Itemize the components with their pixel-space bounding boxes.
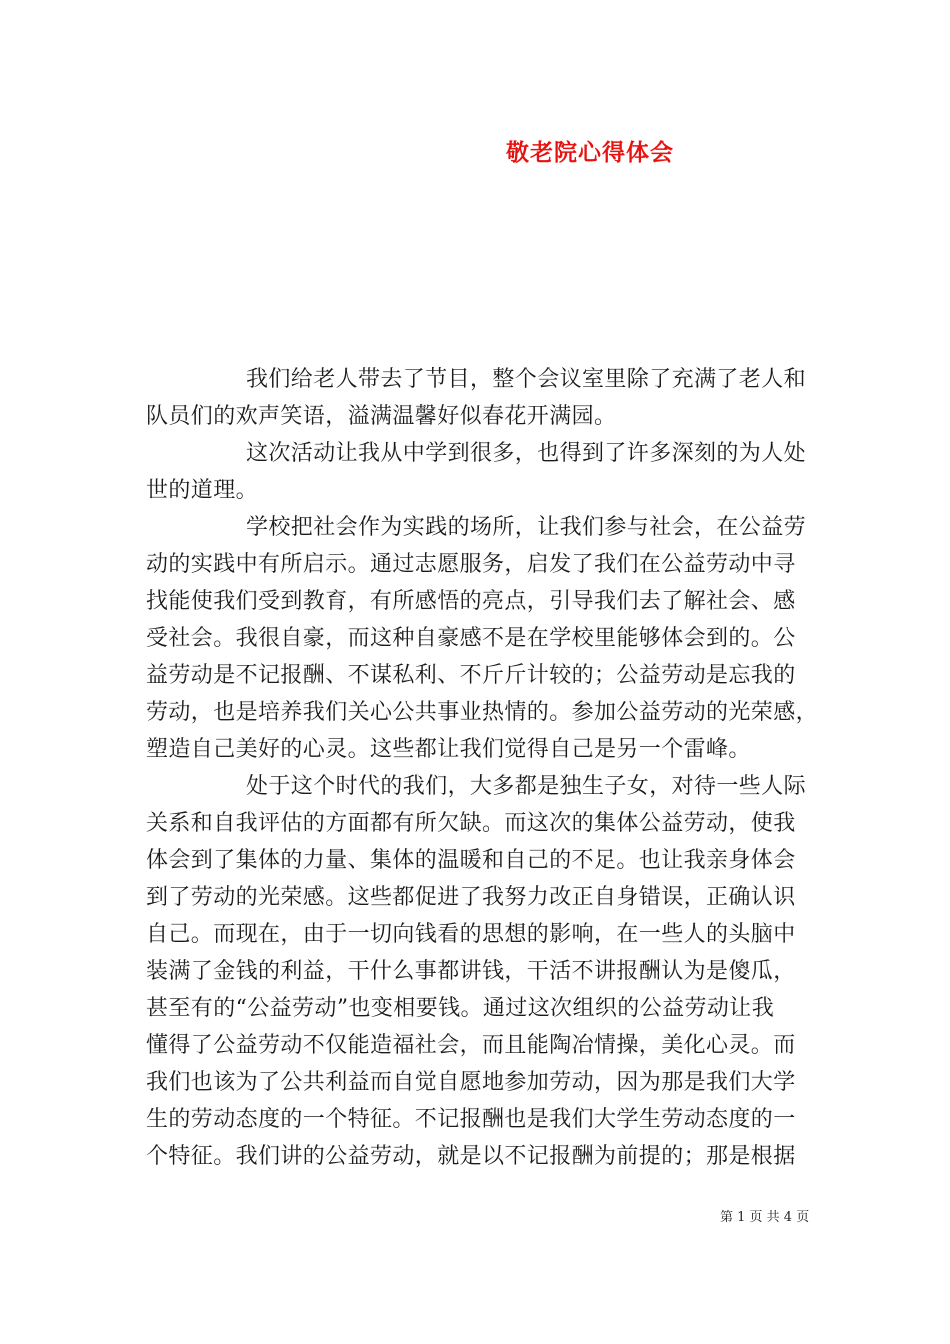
paragraph-first-line: 学校把社会作为实践的场所，让我们参与社会，在公益劳 [246,515,807,540]
paragraph-line: 动的实践中有所启示。通过志愿服务，启发了我们在公益劳动中寻 [146,552,796,577]
paragraph-first-line: 我们给老人带去了节目，整个会议室里除了充满了老人和 [246,367,807,392]
page-number-footer: 第 1 页 共 4 页 [720,1210,810,1225]
paragraph-line: 劳动，也是培养我们关心公共事业热情的。参加公益劳动的光荣感， [146,700,819,725]
paragraph-line: 我们也该为了公共利益而自觉自愿地参加劳动，因为那是我们大学 [146,1070,796,1095]
paragraph-line: 懂得了公益劳动不仅能造福社会，而且能陶冶情操，美化心灵。而 [146,1033,796,1058]
paragraph-line: 个特征。我们讲的公益劳动，就是以不记报酬为前提的；那是根据 [146,1144,796,1169]
paragraph-line: 装满了金钱的利益，干什么事都讲钱，干活不讲报酬认为是傻瓜， [146,959,796,984]
paragraph-line: 队员们的欢声笑语，溢满温馨好似春花开满园。 [146,404,617,429]
paragraph-line: 受社会。我很自豪，而这种自豪感不是在学校里能够体会到的。公 [146,626,796,651]
paragraph-line: 体会到了集体的力量、集体的温暖和自己的不足。也让我亲身体会 [146,848,796,873]
paragraph-line: 塑造自己美好的心灵。这些都让我们觉得自己是另一个雷峰。 [146,737,751,762]
paragraph-line: 找能使我们受到教育，有所感悟的亮点，引导我们去了解社会、感 [146,589,796,614]
paragraph-first-line: 这次活动让我从中学到很多，也得到了许多深刻的为人处 [246,441,807,466]
paragraph-line: 到了劳动的光荣感。这些都促进了我努力改正自身错误，正确认识 [146,885,796,910]
paragraph-line: 生的劳动态度的一个特征。不记报酬也是我们大学生劳动态度的一 [146,1107,796,1132]
paragraph-line: 甚至有的“公益劳动”也变相要钱。通过这次组织的公益劳动让我 [146,996,775,1021]
paragraph-first-line: 处于这个时代的我们，大多都是独生子女，对待一些人际 [246,774,807,799]
document-title: 敬老院心得体会 [506,139,674,166]
paragraph-line: 关系和自我评估的方面都有所欠缺。而这次的集体公益劳动，使我 [146,811,796,836]
paragraph-line: 益劳动是不记报酬、不谋私利、不斤斤计较的；公益劳动是忘我的 [146,663,796,688]
paragraph-line: 自己。而现在，由于一切向钱看的思想的影响，在一些人的头脑中 [146,922,796,947]
document-body [146,361,818,1175]
paragraph-line: 世的道理。 [146,478,259,503]
